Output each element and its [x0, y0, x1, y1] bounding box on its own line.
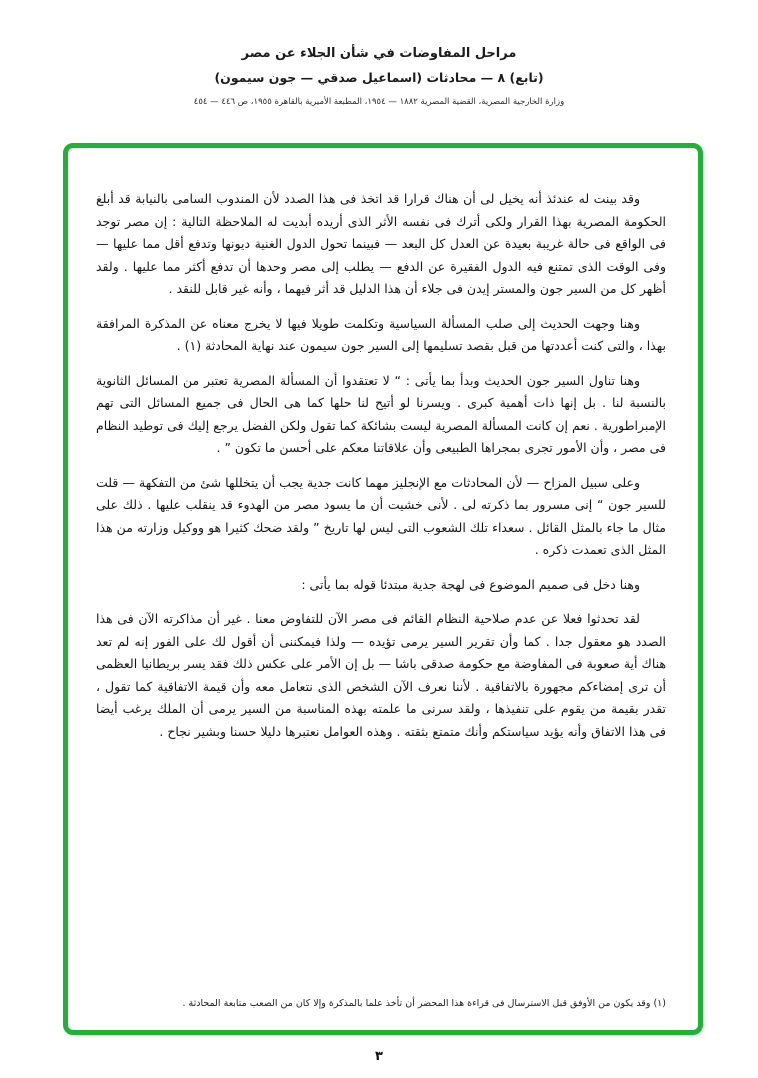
page-title: مراحل المفاوضات في شأن الجلاء عن مصر: [241, 46, 517, 61]
document-header: [0, 46, 758, 107]
paragraph: لقد تحدثوا فعلا عن عدم صلاحية النظام القائم فى مصر الآن للتفاوض معنا . غير أن مذاكرته الآن فى هذا الصدد هو معقول جدا . كما وأن تقرير السير يرمى تؤيده — ولذا فيمكننى أن أقول لك على الفور إنه لم تعد هناك أية صعوبة فى المفاوضة مع حكومة صدقى باشا — بل إن الأمر على عكس ذلك فقد يسر بريطانيا العظمى أن ترى إمضاءكم مجهورة بالاتفاقية . لأننا نعرف الآن الشخص الذى نتعامل معه وأن قيمة الاتفاقية كما تقول ، تقدر بقيمة من يقوم على تنفيذها ، ولقد سرنى ما علمته بهذه المناسبة من السير يرمى أن الملك يرغب أيضا فى هذا الاتفاق وأنه يؤيد سياستكم وأنك متمتع بثقته . وهذه العوامل نعتبرها دليلا حسنا وبشير نجاح .: [96, 611, 666, 739]
green-frame: [63, 143, 703, 1035]
page-subtitle: (تابع) ٨ — محادثات (اسماعيل صدقي — جون سيمون): [214, 70, 544, 85]
source-citation: وزارة الخارجية المصرية، القضية المصرية ١٨٨٢ — ١٩٥٤، المطبعة الأميرية بالقاهرة ١٩٥٥، ص ٤٤٦ — ٤٥٤: [193, 97, 565, 107]
document-body: [96, 188, 666, 755]
paragraph: وهنا تناول السير جون الحديث وبدأ بما يأتى : “ لا تعتقدوا أن المسألة المصرية تعتبر من المسائل الثانوية بالنسبة لنا . بل إنها ذات أهمية كبرى . ويسرنا لو أتيح لنا حلها كما هى الحال فى جميع المسائل التى تهم الإمبراطورية . نعم إن كانت المسألة المصرية ليست بشائكة كما تقول ولكن الفضل يرجع إليك فى توطيد النظام فى مصر ، وأن الأمور تجرى بمجراها الطبيعى وأن علاقاتنا معكم على أحسن ما تكون ” .: [96, 372, 666, 455]
paragraph: وهنا وجهت الحديث إلى صلب المسألة السياسية وتكلمت طويلا فيها لا يخرج معناه عن المذكرة المرافقة بهذا ، والتى كنت أعددتها من قبل بقصد تسليمها إلى السير جون سيمون عند نهاية المحادثة (١) .: [96, 315, 666, 353]
page-number: ٣: [375, 1049, 383, 1064]
paragraph: وهنا دخل فى صميم الموضوع فى لهجة جدية مبتدئا قوله بما يأتى :: [301, 576, 640, 592]
paragraph: وقد بينت له عندئذ أنه يخيل لى أن هناك قرارا قد اتخذ فى هذا الصدد لأن المندوب السامى بالنيابة قد أبلغ الحكومة المصرية بهذا القرار ولكى أترك فى نفسه الأثر الذى أريده أبديت له الملاحظة التالية : إن مصر توجد فى الواقع فى حالة غريبة بعيدة عن العدل كل البعد — فبينما تحول الدول الغنية ديونها وتدفع أقل مما عليها — وفى الوقت الذى تمتنع فيه الدول الفقيرة عن الدفع — يطلب إلى مصر وحدها أن تدفع أكثر مما عليها . ولقد أظهر كل من السير جون والمستر إيدن فى جلاء أن هذا الدليل قد أثر فيهما ، وأنه غير قابل للنقد .: [96, 191, 666, 296]
footnote-text: (١) وقد يكون من الأوفق قبل الاسترسال فى قراءة هذا المحضر أن تأخذ علما بالمذكرة وإلا كان من الصعب متابعة المحادثة .: [182, 997, 666, 1009]
footnote: [96, 985, 666, 1012]
paragraph: وعلى سبيل المزاح — لأن المحادثات مع الإنجليز مهما كانت جدية يجب أن يتخللها شئ من التفكهة — قلت للسير جون “ إنى مسرور بما ذكرته لى . لأنى خشيت أن ما يسود مصر من الهدوء قد ينقلب عليها . ذلك على مثال ما جاء بالمثل القائل . سعداء تلك الشعوب التى ليس لها تاريخ ” ولقد ضحك كثيرا هو ووكيل وزارته من هذا المثل الذى تعمدت ذكره .: [96, 474, 666, 557]
